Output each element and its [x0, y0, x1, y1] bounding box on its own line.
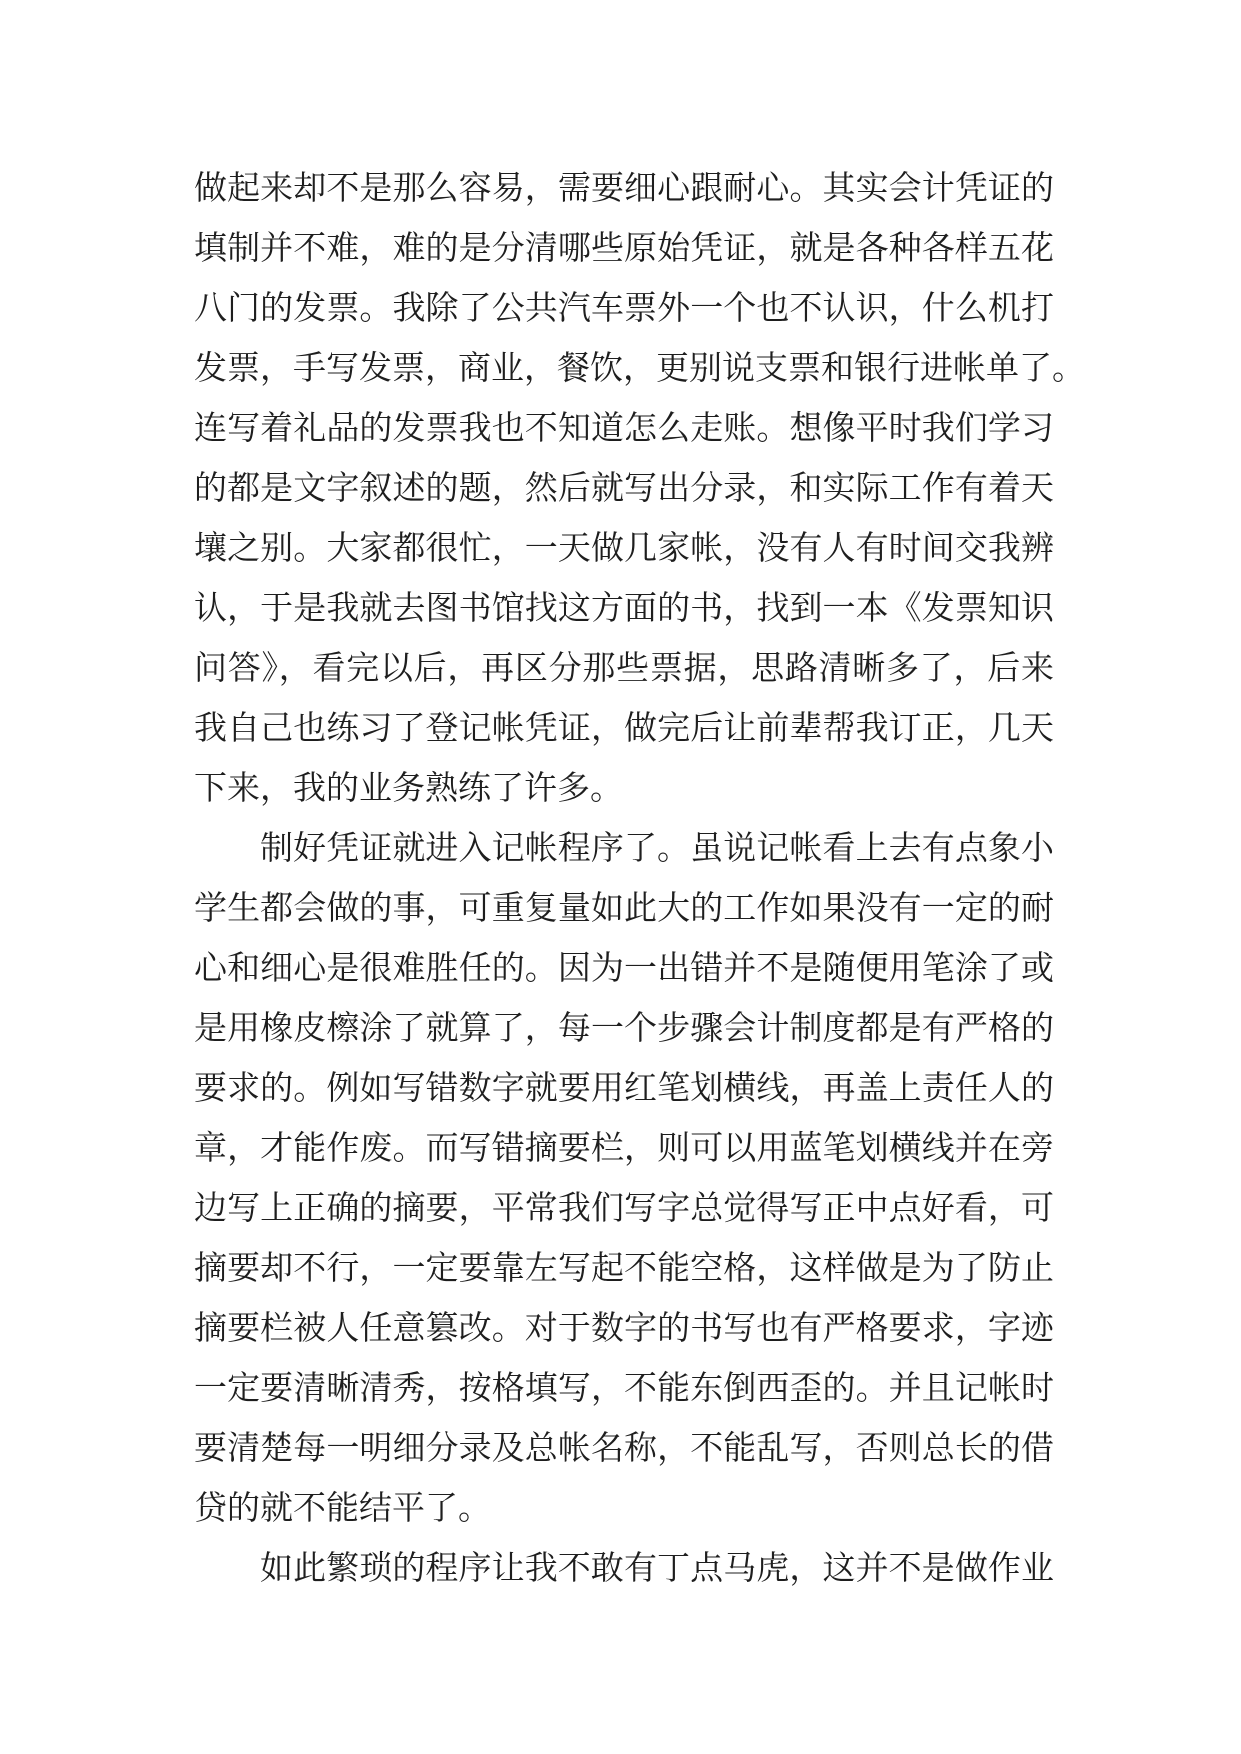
text-line: 发票，手写发票，商业，餐饮，更别说支票和银行进帐单了。: [194, 348, 1085, 387]
text-line: 做起来却不是那么容易，需要细心跟耐心。其实会计凭证的: [194, 168, 1054, 207]
text-line: 我自己也练习了登记帐凭证，做完后让前辈帮我订正，几天: [194, 708, 1054, 747]
text-line: 认，于是我就去图书馆找这方面的书，找到一本《发票知识: [194, 588, 1054, 627]
text-line: 要清楚每一明细分录及总帐名称，不能乱写，否则总长的借: [194, 1428, 1054, 1467]
paragraph-start-line: 制好凭证就进入记帐程序了。虽说记帐看上去有点象小: [260, 828, 1054, 867]
text-line: 一定要清晰清秀，按格填写，不能东倒西歪的。并且记帐时: [194, 1368, 1054, 1407]
text-line: 边写上正确的摘要，平常我们写字总觉得写正中点好看，可: [194, 1188, 1054, 1227]
text-line: 壤之别。大家都很忙，一天做几家帐，没有人有时间交我辨: [194, 528, 1054, 567]
text-line: 问答》，看完以后，再区分那些票据，思路清晰多了，后来: [194, 648, 1054, 687]
text-line: 的都是文字叙述的题，然后就写出分录，和实际工作有着天: [194, 468, 1054, 507]
text-line: 连写着礼品的发票我也不知道怎么走账。想像平时我们学习: [194, 408, 1054, 447]
text-line: 要求的。例如写错数字就要用红笔划横线，再盖上责任人的: [194, 1068, 1054, 1107]
text-line: 学生都会做的事，可重复量如此大的工作如果没有一定的耐: [194, 888, 1054, 927]
text-line: 贷的就不能结平了。: [194, 1488, 491, 1527]
text-line: 填制并不难，难的是分清哪些原始凭证，就是各种各样五花: [194, 228, 1054, 267]
text-line: 心和细心是很难胜任的。因为一出错并不是随便用笔涂了或: [194, 948, 1054, 987]
text-line: 八门的发票。我除了公共汽车票外一个也不认识，什么机打: [194, 288, 1054, 327]
paragraph-start-line: 如此繁琐的程序让我不敢有丁点马虎，这并不是做作业: [260, 1548, 1054, 1587]
text-line: 下来，我的业务熟练了许多。: [194, 768, 623, 807]
text-line: 是用橡皮檫涂了就算了，每一个步骤会计制度都是有严格的: [194, 1008, 1054, 1047]
text-line: 摘要栏被人任意篡改。对于数字的书写也有严格要求，字迹: [194, 1308, 1054, 1347]
text-line: 摘要却不行，一定要靠左写起不能空格，这样做是为了防止: [194, 1248, 1054, 1287]
body-text: [194, 158, 1085, 1598]
text-line: 章，才能作废。而写错摘要栏，则可以用蓝笔划横线并在旁: [194, 1128, 1054, 1167]
